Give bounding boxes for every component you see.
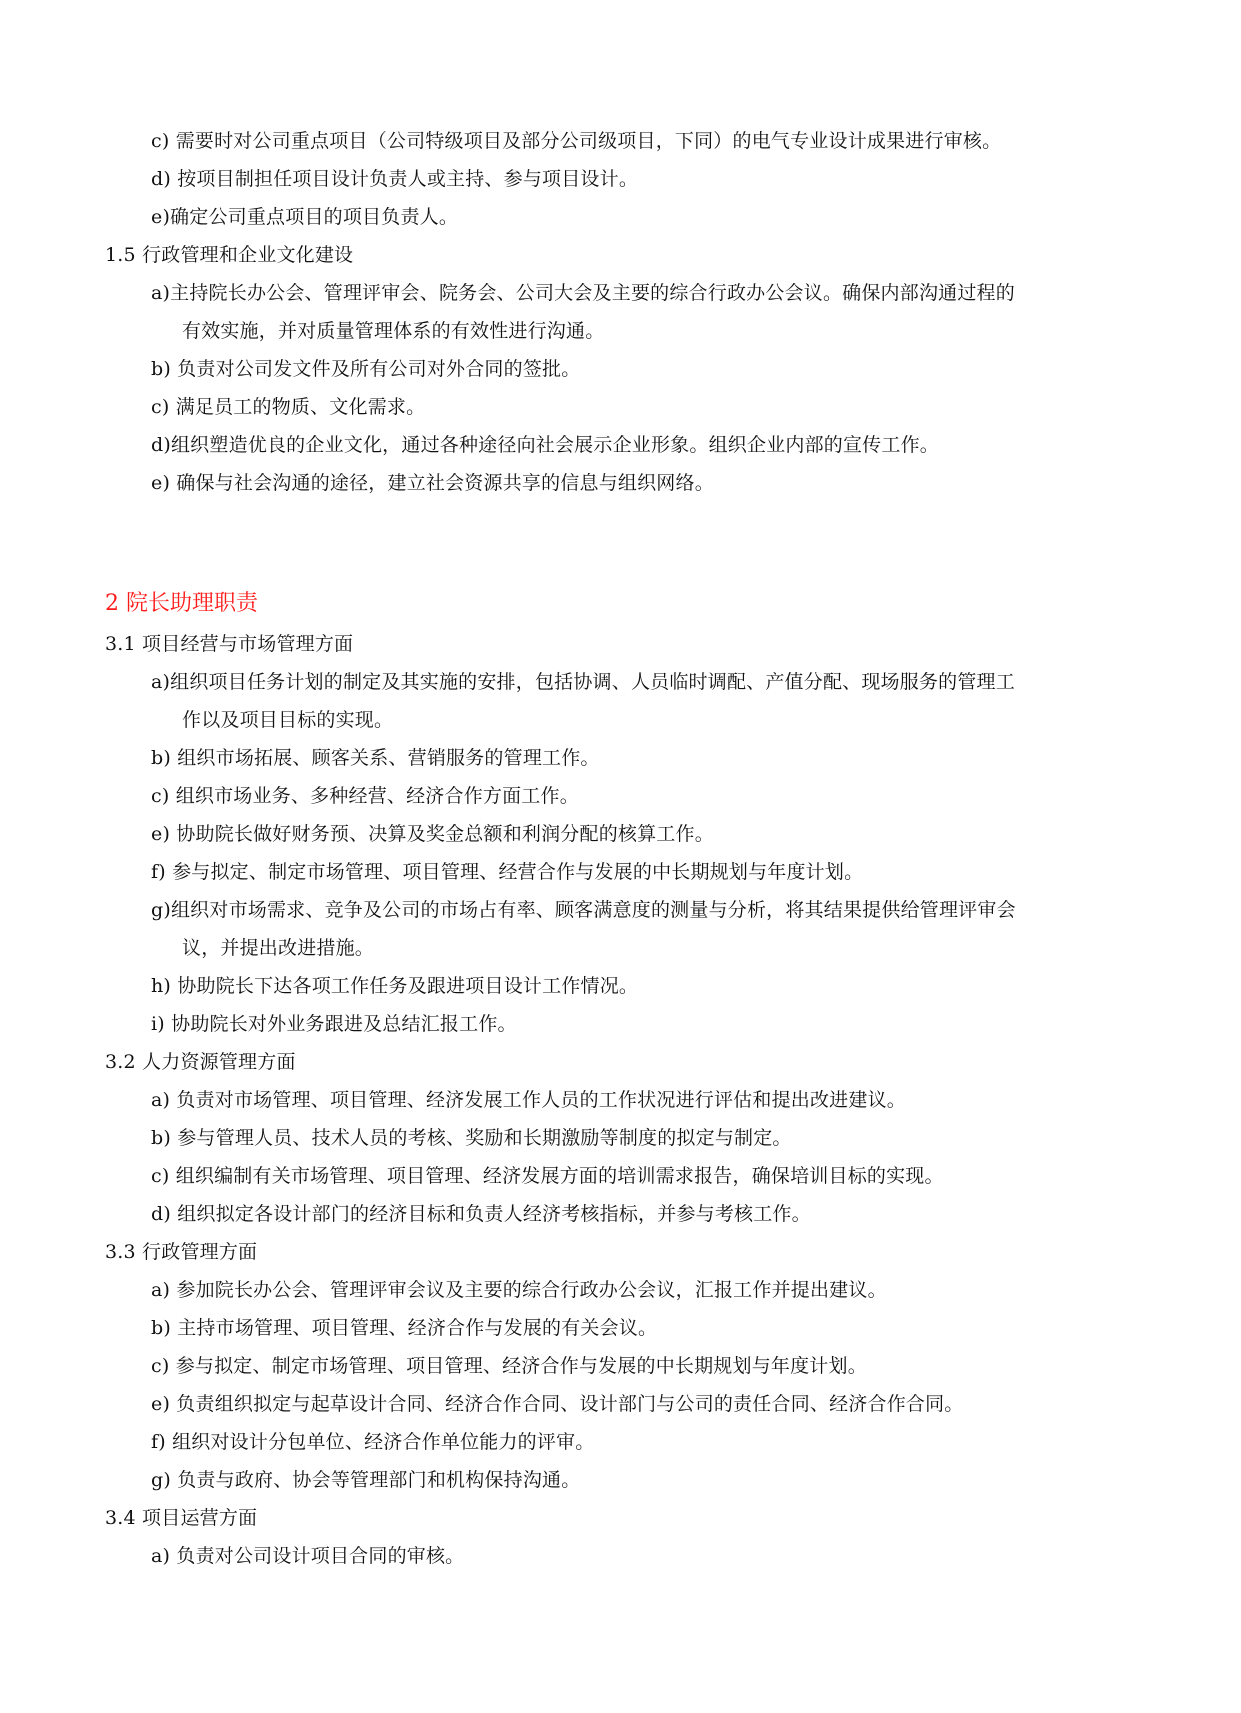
list-item: c) 参与拟定、制定市场管理、项目管理、经济合作与发展的中长期规划与年度计划。 (151, 1355, 867, 1377)
section-title: 2 院长助理职责 (105, 591, 258, 616)
list-item: d)组织塑造优良的企业文化，通过各种途径向社会展示企业形象。组织企业内部的宣传工作。 (151, 434, 939, 456)
list-item: c) 需要时对公司重点项目（公司特级项目及部分公司级项目，下同）的电气专业设计成果进行审核。 (151, 130, 1002, 152)
list-item: g)组织对市场需求、竞争及公司的市场占有率、顾客满意度的测量与分析，将其结果提供给管理评审会 (151, 899, 1016, 921)
list-item: c) 组织市场业务、多种经营、经济合作方面工作。 (151, 785, 579, 807)
section-heading-3-1: 3.1 项目经营与市场管理方面 (105, 633, 354, 655)
section-heading-3-4: 3.4 项目运营方面 (105, 1507, 258, 1529)
section-heading-3-3: 3.3 行政管理方面 (105, 1241, 258, 1263)
list-item: a)主持院长办公会、管理评审会、院务会、公司大会及主要的综合行政办公会议。确保内部沟通过程的 (151, 282, 1015, 304)
list-item: h) 协助院长下达各项工作任务及跟进项目设计工作情况。 (151, 975, 639, 997)
list-item: b) 主持市场管理、项目管理、经济合作与发展的有关会议。 (151, 1317, 658, 1339)
list-item: a)组织项目任务计划的制定及其实施的安排，包括协调、人员临时调配、产值分配、现场服务的管理工 (151, 671, 1015, 693)
list-item: e)确定公司重点项目的项目负责人。 (151, 206, 459, 228)
assistant-duties (0, 625, 1241, 1575)
list-item: e) 协助院长做好财务预、决算及奖金总额和利润分配的核算工作。 (151, 823, 714, 845)
list-item: f) 组织对设计分包单位、经济合作单位能力的评审。 (151, 1431, 595, 1453)
list-item-continuation: 有效实施，并对质量管理体系的有效性进行沟通。 (182, 320, 605, 342)
list-item: f) 参与拟定、制定市场管理、项目管理、经营合作与发展的中长期规划与年度计划。 (151, 861, 864, 883)
list-item: a) 负责对市场管理、项目管理、经济发展工作人员的工作状况进行评估和提出改进建议。 (151, 1089, 906, 1111)
list-item: g) 负责与政府、协会等管理部门和机构保持沟通。 (151, 1469, 581, 1491)
list-item: b) 负责对公司发文件及所有公司对外合同的签批。 (151, 358, 581, 380)
section-heading-3-2: 3.2 人力资源管理方面 (105, 1051, 296, 1073)
list-item: b) 参与管理人员、技术人员的考核、奖励和长期激励等制度的拟定与制定。 (151, 1127, 792, 1149)
list-item: e) 负责组织拟定与起草设计合同、经济合作合同、设计部门与公司的责任合同、经济合作合同。 (151, 1393, 964, 1415)
list-item: a) 负责对公司设计项目合同的审核。 (151, 1545, 465, 1567)
list-item: a) 参加院长办公会、管理评审会议及主要的综合行政办公会议，汇报工作并提出建议。 (151, 1279, 887, 1301)
list-item: c) 组织编制有关市场管理、项目管理、经济发展方面的培训需求报告，确保培训目标的实现。 (151, 1165, 944, 1187)
list-item-continuation: 议，并提出改进措施。 (182, 937, 375, 959)
section-heading-1-5: 1.5 行政管理和企业文化建设 (105, 244, 354, 266)
list-item: d) 按项目制担任项目设计负责人或主持、参与项目设计。 (151, 168, 639, 190)
list-item: b) 组织市场拓展、顾客关系、营销服务的管理工作。 (151, 747, 600, 769)
list-item: i) 协助院长对外业务跟进及总结汇报工作。 (151, 1013, 517, 1035)
list-item: e) 确保与社会沟通的途径，建立社会资源共享的信息与组织网络。 (151, 472, 714, 494)
list-item: c) 满足员工的物质、文化需求。 (151, 396, 426, 418)
list-item-continuation: 作以及项目目标的实现。 (182, 709, 394, 731)
responsibilities-continued (0, 122, 1241, 502)
list-item: d) 组织拟定各设计部门的经济目标和负责人经济考核指标，并参与考核工作。 (151, 1203, 811, 1225)
